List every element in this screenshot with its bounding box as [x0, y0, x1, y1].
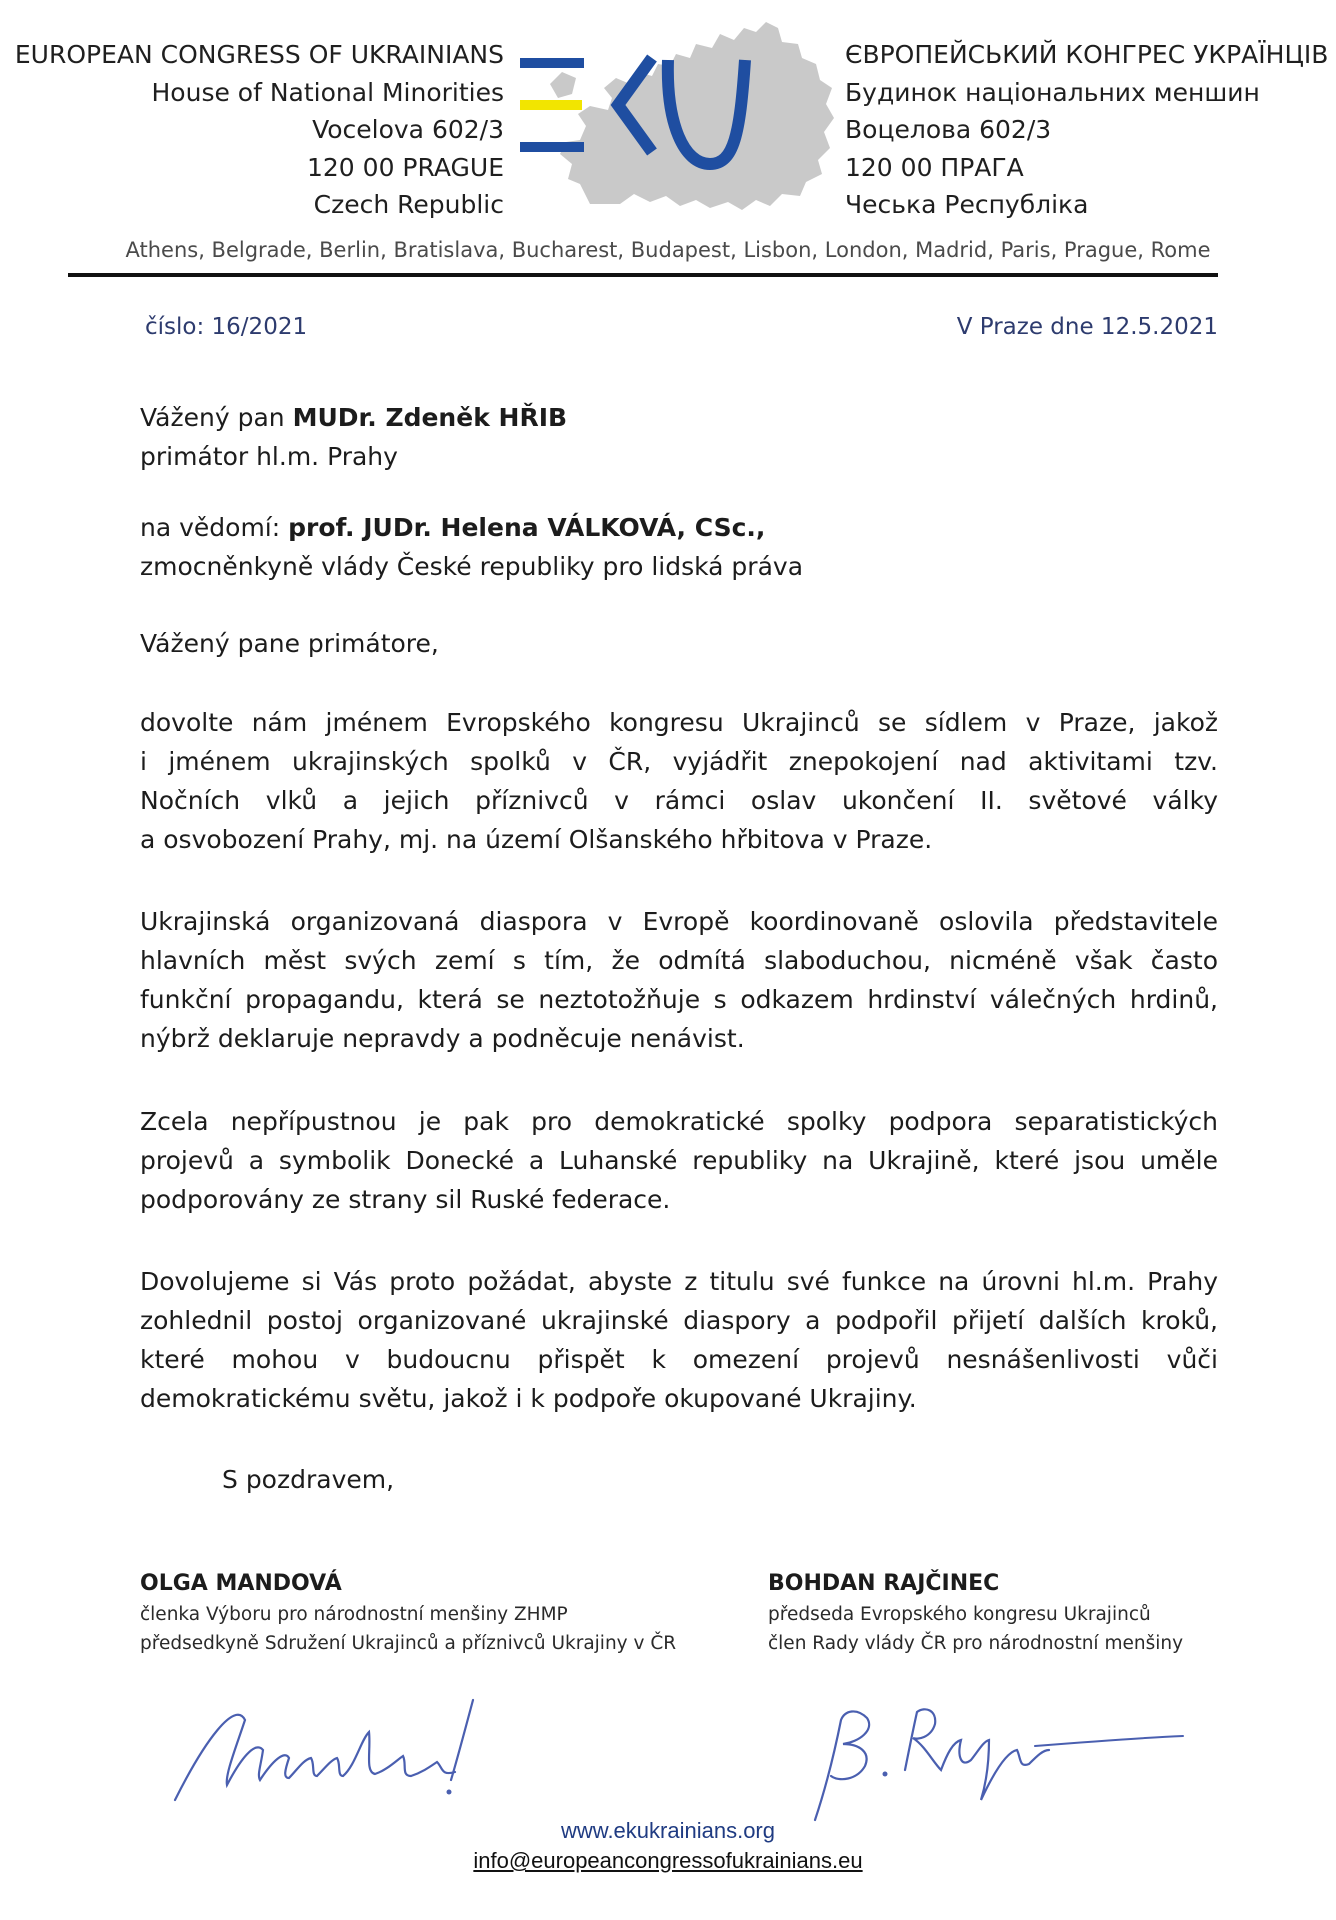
- footer-email-link[interactable]: info@europeancongressofukrainians.eu: [473, 1848, 863, 1873]
- org-name-uk: ЄВРОПЕЙСЬКИЙ КОНГРЕС УКРАЇНЦІВ: [845, 40, 1329, 69]
- paragraph-4: [140, 1262, 1218, 1418]
- footer-email-wrap: [0, 1848, 1336, 1874]
- address-line-uk: 120 00 ПРАГА: [845, 152, 1024, 182]
- paragraph-line: Zcela nepřípustnou je pak pro demokratické spolky podpora separatistických: [140, 1107, 1218, 1136]
- paragraph-3: [140, 1102, 1218, 1219]
- letterhead-divider: [68, 273, 1218, 277]
- logo-bar-bottom: [520, 142, 584, 152]
- paragraph-line: Dovolujeme si Vás proto požádat, abyste z titulu své funkce na úrovni hl.m. Prahy: [140, 1267, 1218, 1296]
- address-line-uk: Будинок національних меншин: [845, 77, 1260, 107]
- signatory-right: [768, 1568, 1183, 1658]
- cc-block: [140, 508, 1218, 586]
- address-line-uk: Чеська Республіка: [845, 190, 1089, 219]
- signature-mandova: [165, 1680, 525, 1810]
- logo-bar-top: [520, 58, 584, 68]
- paragraph-2: [140, 902, 1218, 1058]
- address-line-en: House of National Minorities: [151, 77, 504, 107]
- signatory-left: [140, 1568, 676, 1658]
- paragraph-line: hlavních měst svých zemí s tím, že odmítá slaboduchou, nicméně však často: [140, 946, 1218, 975]
- signature-rajcinec: [785, 1680, 1205, 1830]
- cc-prefix: na vědomí:: [140, 513, 289, 542]
- addressee-name: MUDr. Zdeněk HŘIB: [292, 403, 568, 432]
- signatory-role: členka Výboru pro národnostní menšiny ZHMP: [140, 1604, 568, 1625]
- letterhead-right-address: [845, 36, 1328, 224]
- salutation: Vážený pane primátore,: [140, 629, 439, 658]
- cc-line: [140, 508, 1218, 547]
- addressee-line: [140, 398, 1218, 437]
- addressee-block: [140, 398, 1218, 476]
- signatory-name: BOHDAN RAJČINEC: [768, 1571, 1000, 1596]
- paragraph-line: a osvobození Prahy, mj. na území Olšanského hřbitova v Praze.: [140, 825, 933, 854]
- address-line-en: 120 00 PRAGUE: [307, 152, 504, 182]
- signatory-role: předsedkyně Sdružení Ukrajinců a příznivců Ukrajiny v ČR: [140, 1633, 677, 1654]
- cc-name: prof. JUDr. Helena VÁLKOVÁ, CSc.,: [288, 513, 766, 542]
- logo-bar-middle: [520, 100, 582, 110]
- addressee-prefix: Vážený pan: [140, 403, 293, 432]
- addressee-title: primátor hl.m. Prahy: [140, 442, 398, 471]
- signatory-role: předseda Evropského kongresu Ukrajinců: [768, 1604, 1151, 1625]
- paragraph-line: funkční propagandu, která se neztotožňuje s odkazem hrdinství válečných hrdinů,: [140, 985, 1218, 1014]
- paragraph-line: dovolte nám jménem Evropského kongresu Ukrajinců se sídlem v Praze, jakož: [140, 708, 1218, 737]
- paragraph-line: Nočních vlků a jejich příznivců v rámci oslav ukončení II. světové války: [140, 786, 1218, 815]
- office-cities: Athens, Belgrade, Berlin, Bratislava, Bucharest, Budapest, Lisbon, London, Madrid, Paris, Prague, Rome: [125, 238, 1211, 262]
- cc-title: zmocněnkyně vlády České republiky pro lidská práva: [140, 552, 804, 581]
- eku-logo: [520, 14, 840, 214]
- address-line-uk: Воцелова 602/3: [845, 115, 1052, 144]
- letterhead-left-address: [15, 36, 504, 224]
- reference-number: číslo: 16/2021: [145, 314, 308, 340]
- paragraph-line: demokratickému světu, jakož i k podpoře okupované Ukrajiny.: [140, 1384, 917, 1413]
- paragraph-line: podporovány ze strany sil Ruské federace.: [140, 1185, 671, 1214]
- signatory-role: člen Rady vlády ČR pro národnostní menšiny: [768, 1633, 1184, 1654]
- paragraph-1: [140, 703, 1218, 859]
- letter-date: V Praze dne 12.5.2021: [956, 314, 1218, 340]
- address-line-en: Vocelova 602/3: [312, 115, 504, 144]
- paragraph-line: Ukrajinská organizovaná diaspora v Evropě koordinovaně oslovila představitele: [140, 907, 1218, 936]
- paragraph-line: zohlednil postoj organizované ukrajinské diaspory a podpořil přijetí dalších kroků,: [140, 1306, 1218, 1335]
- paragraph-line: projevů a symbolik Donecké a Luhanské republiky na Ukrajině, které jsou uměle: [140, 1146, 1218, 1175]
- paragraph-line: i jménem ukrajinských spolků v ČR, vyjádřit znepokojení nad aktivitami tzv.: [140, 747, 1218, 776]
- paragraph-line: nýbrž deklaruje nepravdy a podněcuje nenávist.: [140, 1024, 745, 1053]
- paragraph-line: které mohou v budoucnu přispět k omezení projevů nesnášenlivosti vůči: [140, 1345, 1218, 1374]
- address-line-en: Czech Republic: [313, 190, 504, 219]
- closing: S pozdravem,: [222, 1465, 395, 1494]
- footer-website[interactable]: www.ekukrainians.org: [561, 1818, 775, 1843]
- europe-map-icon: [560, 22, 834, 210]
- signatory-name: OLGA MANDOVÁ: [140, 1571, 342, 1596]
- org-name-en: EUROPEAN CONGRESS OF UKRAINIANS: [14, 40, 504, 69]
